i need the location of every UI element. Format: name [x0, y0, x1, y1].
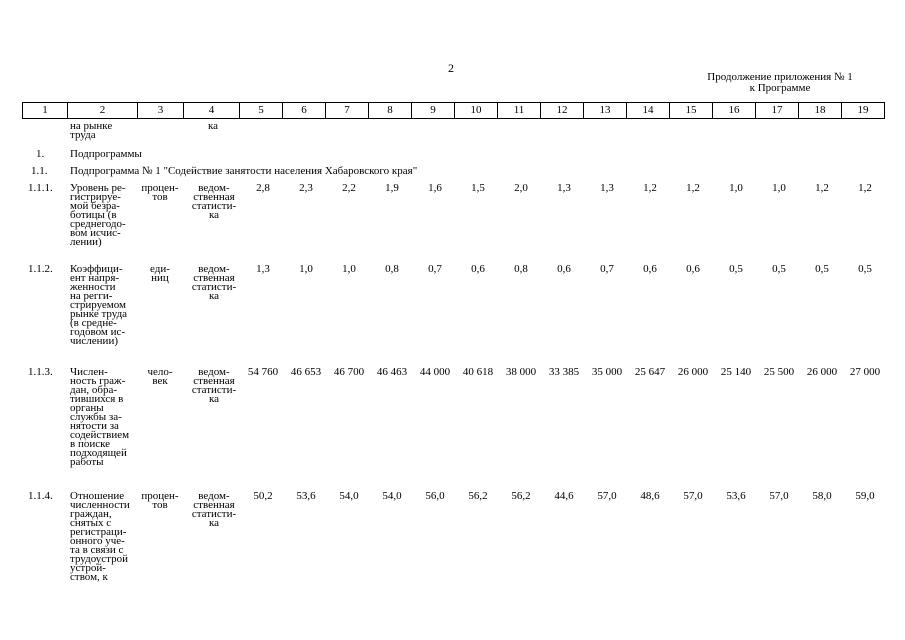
- value-col-14: 25 647: [634, 366, 666, 378]
- value-col-11: 38 000: [505, 366, 537, 378]
- indicator-name: Уровень ре- гистрируе- мой безра- ботицы (в среднегодо- вом исчис- лении): [70, 182, 126, 248]
- header-col-5: 5: [240, 103, 283, 119]
- header-col-6: 6: [283, 103, 326, 119]
- header-col-11: 11: [498, 103, 541, 119]
- value-col-16: 53,6: [726, 490, 746, 502]
- section-1-1-title: Подпрограмма № 1 "Содействие занятости населения Хабаровского края": [70, 165, 418, 177]
- row-number: 1.1.4.: [28, 490, 53, 502]
- appendix-line-2: к Программе: [749, 82, 811, 94]
- header-col-12: 12: [541, 103, 584, 119]
- page-number: 2: [448, 61, 454, 75]
- value-col-18: 0,5: [815, 263, 829, 275]
- value-col-10: 1,5: [471, 182, 485, 194]
- source: ведом- ственная статисти- ка: [191, 263, 237, 302]
- value-col-19: 27 000: [849, 366, 881, 378]
- section-1-title: Подпрограммы: [70, 148, 142, 160]
- value-col-10: 56,2: [468, 490, 488, 502]
- header-col-1: 1: [23, 103, 68, 119]
- value-col-5: 1,3: [256, 263, 270, 275]
- source: ведом- ственная статисти- ка: [191, 182, 237, 221]
- value-col-16: 0,5: [729, 263, 743, 275]
- value-col-15: 1,2: [686, 182, 700, 194]
- value-col-9: 0,7: [428, 263, 442, 275]
- header-col-13: 13: [584, 103, 627, 119]
- appendix-caption: [680, 72, 880, 94]
- value-col-7: 2,2: [342, 182, 356, 194]
- header-col-2: 2: [68, 103, 138, 119]
- value-col-16: 25 140: [720, 366, 752, 378]
- value-col-14: 48,6: [640, 490, 660, 502]
- value-col-9: 1,6: [428, 182, 442, 194]
- indicator-name: Числен- ность граж- дан, обра- тившихся в органы службы за- нятости за содействием в поиске подходящей работы: [70, 366, 130, 468]
- value-col-13: 57,0: [597, 490, 617, 502]
- value-col-18: 26 000: [806, 366, 838, 378]
- unit: процен- тов: [141, 490, 179, 511]
- indicator-name: Отношение численности граждан, снятых с регистраци- онного уче- та в связи с трудоустрой устрой- ством, к: [70, 490, 130, 583]
- appendix-line-1: Продолжение приложения № 1: [707, 71, 853, 83]
- source: ведом- ственная статисти- ка: [191, 490, 237, 529]
- value-col-5: 54 760: [247, 366, 279, 378]
- value-col-15: 57,0: [683, 490, 703, 502]
- value-col-19: 1,2: [858, 182, 872, 194]
- value-col-7: 1,0: [342, 263, 356, 275]
- value-col-11: 2,0: [514, 182, 528, 194]
- value-col-17: 0,5: [772, 263, 786, 275]
- row-number: 1.1.2.: [28, 263, 53, 275]
- value-col-16: 1,0: [729, 182, 743, 194]
- header-col-19: 19: [842, 103, 885, 119]
- column-number-header: [22, 102, 885, 119]
- header-col-17: 17: [756, 103, 799, 119]
- value-col-12: 0,6: [557, 263, 571, 275]
- row-number: 1.1.1.: [28, 182, 53, 194]
- value-col-7: 46 700: [333, 366, 365, 378]
- row-number: 1.1.3.: [28, 366, 53, 378]
- value-col-13: 35 000: [591, 366, 623, 378]
- value-col-11: 56,2: [511, 490, 531, 502]
- source: ведом- ственная статисти- ка: [191, 366, 237, 405]
- value-col-6: 46 653: [290, 366, 322, 378]
- value-col-11: 0,8: [514, 263, 528, 275]
- value-col-15: 0,6: [686, 263, 700, 275]
- value-col-12: 1,3: [557, 182, 571, 194]
- value-col-5: 2,8: [256, 182, 270, 194]
- value-col-13: 1,3: [600, 182, 614, 194]
- value-col-7: 54,0: [339, 490, 359, 502]
- header-col-8: 8: [369, 103, 412, 119]
- value-col-10: 40 618: [462, 366, 494, 378]
- value-col-17: 57,0: [769, 490, 789, 502]
- header-col-16: 16: [713, 103, 756, 119]
- continuation-source: ка: [208, 120, 219, 132]
- value-col-17: 25 500: [763, 366, 795, 378]
- header-col-7: 7: [326, 103, 369, 119]
- section-1-number: 1.: [36, 148, 45, 160]
- value-col-8: 1,9: [385, 182, 399, 194]
- value-col-13: 0,7: [600, 263, 614, 275]
- value-col-14: 1,2: [643, 182, 657, 194]
- value-col-8: 0,8: [385, 263, 399, 275]
- header-col-15: 15: [670, 103, 713, 119]
- unit: чело- век: [147, 366, 173, 387]
- value-col-6: 2,3: [299, 182, 313, 194]
- value-col-10: 0,6: [471, 263, 485, 275]
- value-col-14: 0,6: [643, 263, 657, 275]
- unit: процен- тов: [141, 182, 179, 203]
- value-col-8: 54,0: [382, 490, 402, 502]
- header-col-14: 14: [627, 103, 670, 119]
- value-col-6: 1,0: [299, 263, 313, 275]
- header-col-10: 10: [455, 103, 498, 119]
- header-col-9: 9: [412, 103, 455, 119]
- value-col-9: 56,0: [425, 490, 445, 502]
- value-col-12: 33 385: [548, 366, 580, 378]
- value-col-6: 53,6: [296, 490, 316, 502]
- value-col-5: 50,2: [253, 490, 273, 502]
- value-col-17: 1,0: [772, 182, 786, 194]
- value-col-18: 58,0: [812, 490, 832, 502]
- value-col-9: 44 000: [419, 366, 451, 378]
- section-1-1-number: 1.1.: [31, 165, 48, 177]
- continuation-indicator-name: на рынке труда: [70, 120, 113, 141]
- value-col-12: 44,6: [554, 490, 574, 502]
- value-col-15: 26 000: [677, 366, 709, 378]
- header-col-18: 18: [799, 103, 842, 119]
- value-col-19: 0,5: [858, 263, 872, 275]
- header-col-3: 3: [138, 103, 184, 119]
- value-col-8: 46 463: [376, 366, 408, 378]
- value-col-18: 1,2: [815, 182, 829, 194]
- header-col-4: 4: [184, 103, 240, 119]
- unit: еди- ниц: [150, 263, 170, 284]
- indicator-name: Коэффици- ент напря- женности на регги- стрируемом рынке труда (в средне- годовом ис- числении): [70, 263, 128, 347]
- value-col-19: 59,0: [855, 490, 875, 502]
